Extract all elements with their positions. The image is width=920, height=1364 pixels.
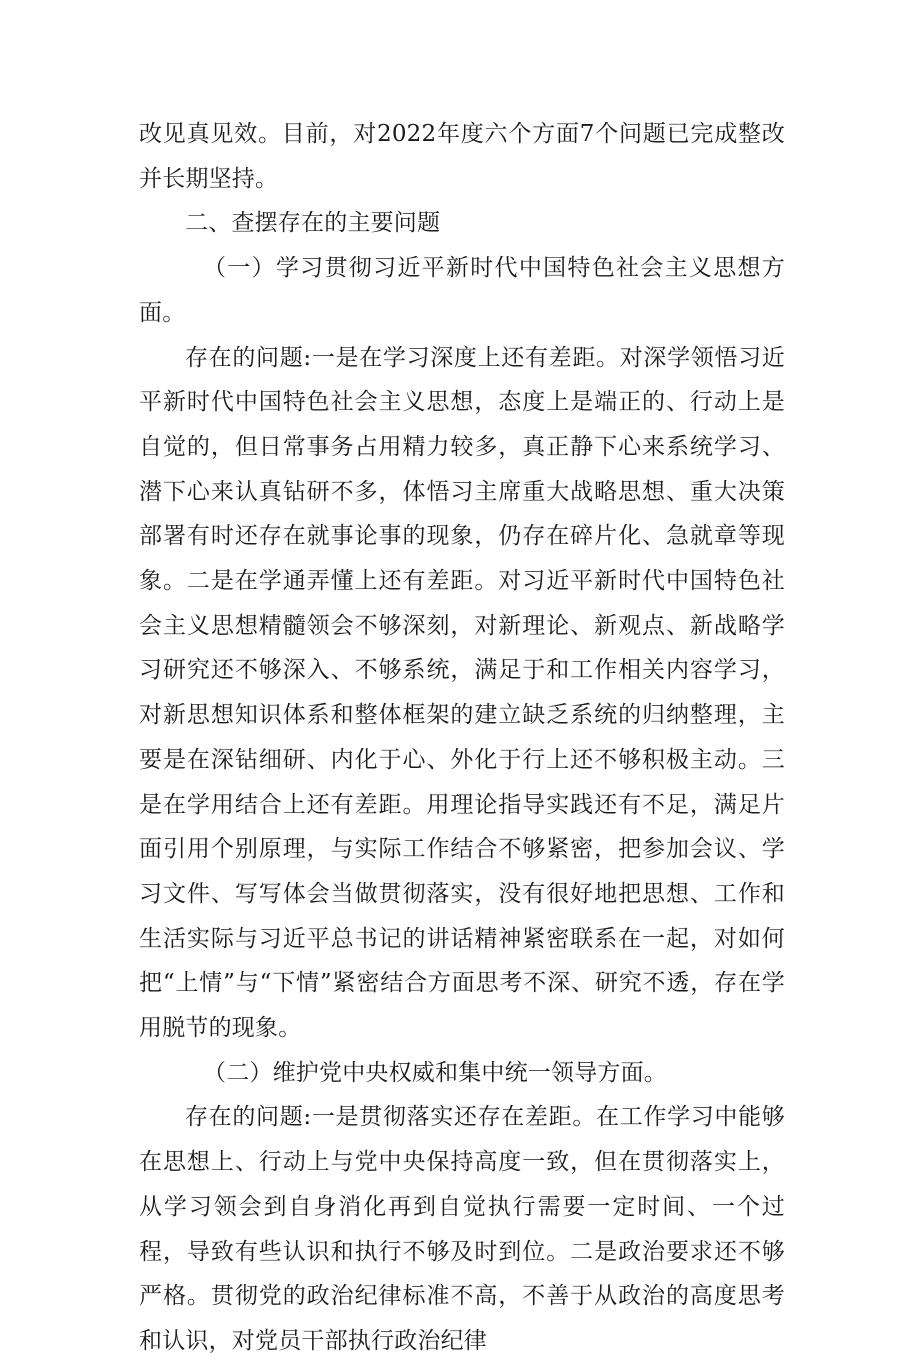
continuation-paragraph: 改见真见效。目前，对2022年度六个方面7个问题已完成整改并长期坚持。 (139, 121, 785, 192)
body-paragraph-2: 存在的问题:一是贯彻落实还存在差距。在工作学习中能够在思想上、行动上与党中央保持高度一致，但在贯彻落实上，从学习领会到自身消化再到自觉执行需要一定时间、一个过程，导致有些认识和执行不够及时到位。二是政治要求还不够严格。贯彻党的政治纪律标准不高，不善于从政治的高度思考和认识，对党员干部执行政治纪律 (139, 1104, 785, 1354)
body-paragraph-1: 存在的问题:一是在学习深度上还有差距。对深学领悟习近平新时代中国特色社会主义思想，态度上是端正的、行动上是自觉的，但日常事务占用精力较多，真正静下心来系统学习、潜下心来认真钻研不多，体悟习主席重大战略思想、重大决策部署有时还存在就事论事的现象，仍存在碎片化、急就章等现象。二是在学通弄懂上还有差距。对习近平新时代中国特色社会主义思想精髓领会不够深刻，对新理论、新观点、新战略学习研究还不够深入、不够系统，满足于和工作相关内容学习，对新思想知识体系和整体框架的建立缺乏系统的归纳整理，主要是在深钻细研、内化于心、外化于行上还不够积极主动。三是在学用结合上还有差距。用理论指导实践还有不足，满足片面引用个别原理，与实际工作结合不够紧密，把参加会议、学习文件、写写体会当做贯彻落实，没有很好地把思想、工作和生活实际与习近平总书记的讲话精神紧密联系在一起，对如何把“上情”与“下情”紧密结合方面思考不深、研究不透，存在学用脱节的现象。 (139, 344, 785, 1042)
subsection-heading-2: （二）维护党中央权威和集中统一领导方面。 (203, 1059, 667, 1086)
document-body (139, 112, 785, 1364)
section-heading-2: 二、查摆存在的主要问题 (185, 210, 441, 237)
subsection-heading-1: （一）学习贯彻习近平新时代中国特色社会主义思想方面。 (139, 255, 785, 326)
